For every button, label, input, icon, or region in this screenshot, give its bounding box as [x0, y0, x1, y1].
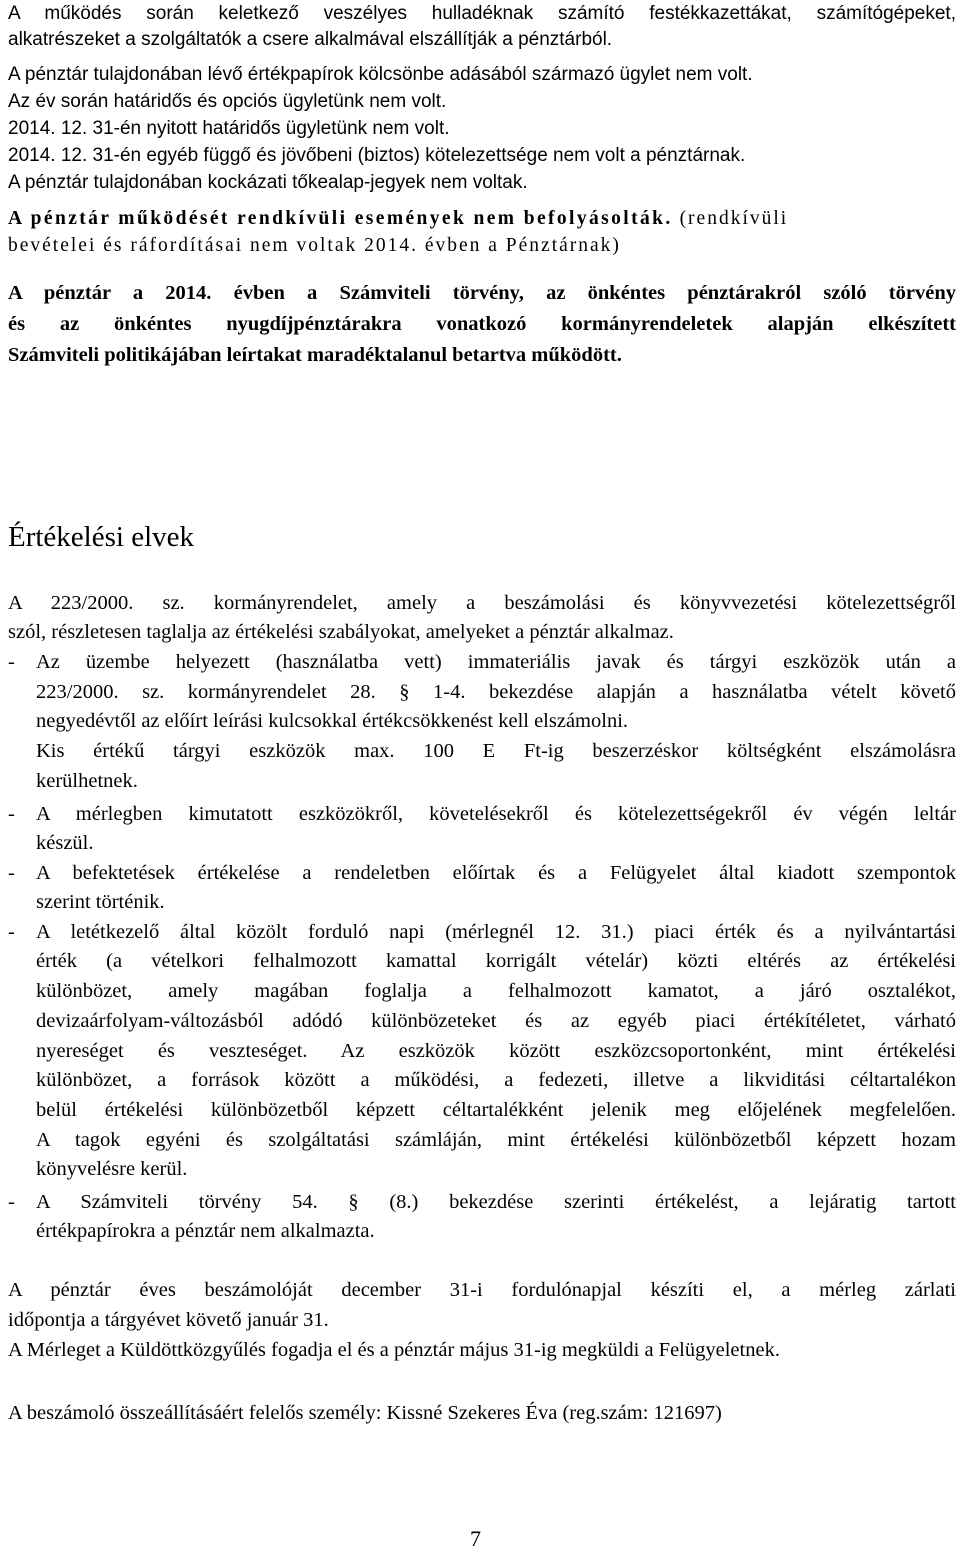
open-futures-line: 2014. 12. 31-én nyitott határidős ügyletünk nem volt. — [8, 118, 450, 139]
list-item-line: szerint történik. — [36, 891, 165, 913]
compliance-line-3: Számviteli politikájában leírtakat maradéktalanul betartva működött. — [8, 344, 622, 366]
extraordinary-events-line-1 — [8, 206, 788, 232]
list-item-line: A letétkezelő által közölt forduló napi (mérlegnél 12. 31.) piaci érték és a nyilvántartási — [36, 921, 956, 943]
list-dash: - — [8, 803, 15, 825]
list-item-line: készül. — [36, 832, 94, 854]
responsible-person-line: A beszámoló összeállításáért felelős személy: Kissné Szekeres Éva (reg.szám: 121697) — [8, 1402, 722, 1424]
list-item-line: negyedévtől az előírt leírási kulcsokkal értékcsökkenést kell elszámolni. — [36, 710, 629, 732]
extraordinary-events-rest: (rendkívüli — [672, 208, 789, 229]
list-item-line: belül értékelési különbözetből képzett céltartalékként jelenik meg előjelének megfelelően. — [36, 1099, 956, 1121]
page-number: 7 — [470, 1526, 481, 1551]
list-item-line: érték (a vételkori felhalmozott kamattal korrigált vételár) közti eltérés az értékelési — [36, 950, 956, 972]
list-dash: - — [8, 1191, 15, 1213]
list-item-line: devizaárfolyam-változásból adódó különbözeteket és az egyéb piaci értékítéletet, várható — [36, 1010, 956, 1032]
venture-capital-line: A pénztár tulajdonában kockázati tőkealap-jegyek nem voltak. — [8, 172, 528, 193]
list-item-line: kerülhetnek. — [36, 770, 138, 792]
list-item-line: Az üzembe helyezett (használatba vett) immateriális javak és tárgyi eszközök után a — [36, 651, 956, 673]
list-item-line: nyereséget és veszteséget. Az eszközök között eszközcsoportonként, mint értékelési — [36, 1040, 956, 1062]
derivatives-line: Az év során határidős és opciós ügyletünk nem volt. — [8, 91, 447, 112]
list-dash: - — [8, 651, 15, 673]
valuation-intro-line-2: szól, részletesen taglalja az értékelési szabályokat, amelyeket a pénztár alkalmaz. — [8, 621, 674, 643]
extraordinary-events-line-2: bevételei és ráfordításai nem voltak 2014. évben a Pénztárnak) — [8, 235, 621, 256]
list-item-line: A mérlegben kimutatott eszközökről, követelésekről és kötelezettségekről év végén leltár — [36, 803, 956, 825]
extraordinary-events-bold: A pénztár működését rendkívüli események nem befolyásolták. — [8, 208, 673, 229]
list-item-line: A Számviteli törvény 54. § (8.) bekezdése szerinti értékelést, a lejáratig tartott — [36, 1191, 956, 1213]
compliance-line-2: és az önkéntes nyugdíjpénztárakra vonatkozó kormányrendeletek alapján elkészített — [8, 313, 956, 335]
list-dash: - — [8, 921, 15, 943]
section-heading: Értékelési elvek — [8, 521, 194, 553]
list-item-line: különbözet, a források között a működési, a fedezeti, illetve a likviditási céltartalékon — [36, 1069, 956, 1091]
closing-line-1: A pénztár éves beszámolóját december 31-i fordulónapjal készíti el, a mérleg zárlati — [8, 1279, 956, 1301]
securities-lending-line: A pénztár tulajdonában lévő értékpapírok kölcsönbe adásából származó ügylet nem volt. — [8, 64, 753, 85]
compliance-line-1: A pénztár a 2014. évben a Számviteli törvény, az önkéntes pénztárakról szóló törvény — [8, 282, 956, 304]
list-item-line: A tagok egyéni és szolgáltatási számláján, mint értékelési különbözetből képzett hozam — [36, 1129, 956, 1151]
hazardous-waste-line-2: alkatrészeket a szolgáltatók a csere alkalmával elszállítják a pénztárból. — [8, 29, 613, 50]
list-item-line: értékpapírokra a pénztár nem alkalmazta. — [36, 1220, 375, 1242]
hazardous-waste-line-1: A működés során keletkező veszélyes hulladéknak számító festékkazettákat, számítógépeket, — [8, 3, 956, 24]
list-item-line: A befektetések értékelése a rendeletben előírtak és a Felügyelet által kiadott szempontok — [36, 862, 956, 884]
valuation-intro-line-1: A 223/2000. sz. kormányrendelet, amely a beszámolási és könyvvezetési kötelezettségről — [8, 592, 956, 614]
closing-line-2: időpontja a tárgyévet követő január 31. — [8, 1309, 329, 1331]
closing-line-3: A Mérleget a Küldöttközgyűlés fogadja el és a pénztár május 31-ig megküldi a Felügyeletnek. — [8, 1339, 780, 1361]
list-dash: - — [8, 862, 15, 884]
list-item-line: 223/2000. sz. kormányrendelet 28. § 1-4. bekezdése alapján a használatba vételt követő — [36, 681, 956, 703]
contingent-liabilities-line: 2014. 12. 31-én egyéb függő és jövőbeni (biztos) kötelezettsége nem volt a pénztárnak. — [8, 145, 746, 166]
list-item-line: könyvelésre kerül. — [36, 1158, 188, 1180]
list-item-line: különbözet, amely magában foglalja a felhalmozott kamatot, a járó osztalékot, — [36, 980, 956, 1002]
list-item-line: Kis értékű tárgyi eszközök max. 100 E Ft-ig beszerzéskor költségként elszámolásra — [36, 740, 956, 762]
